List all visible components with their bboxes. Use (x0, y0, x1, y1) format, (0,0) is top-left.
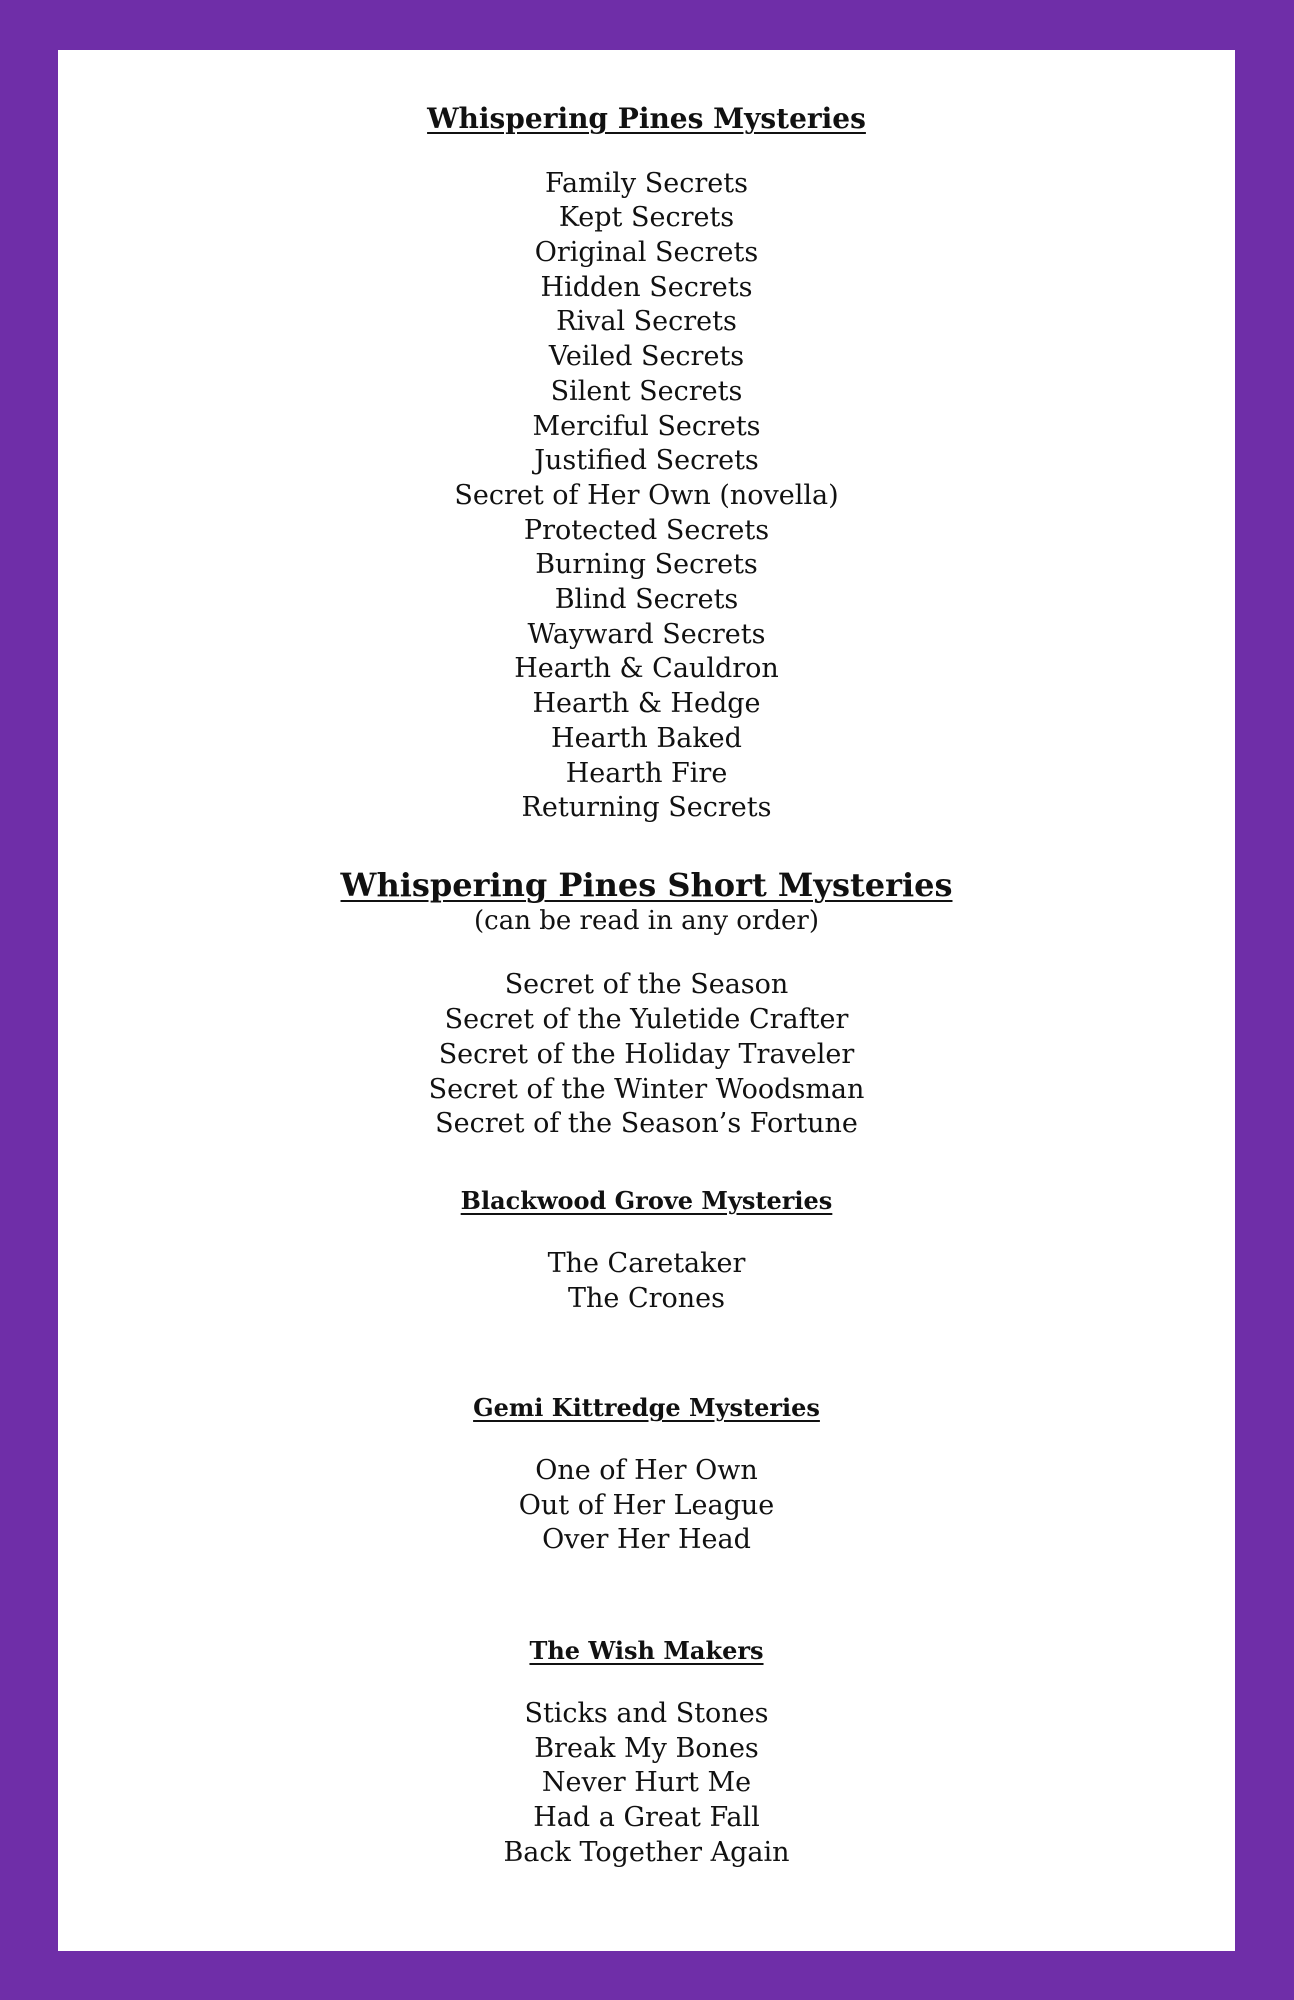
series-title: Whispering Pines Short Mysteries (340, 866, 953, 904)
book-title: Secret of the Season (504, 969, 789, 1001)
book-title: Secret of the Holiday Traveler (438, 1038, 855, 1070)
book-title: Protected Secrets (523, 514, 770, 546)
book-title: Out of Her League (518, 1489, 775, 1521)
book-title: Never Hurt Me (541, 1767, 752, 1799)
book-title: Veiled Secrets (548, 341, 745, 373)
book-title: Justified Secrets (534, 445, 759, 477)
series-the-wish-makers (58, 1637, 1235, 1870)
series-whispering-pines-short-mysteries (58, 866, 1235, 1142)
book-title: The Caretaker (547, 1247, 746, 1279)
book-title: Hearth Fire (565, 757, 728, 789)
series-title: Whispering Pines Mysteries (427, 102, 866, 135)
book-title: Had a Great Fall (533, 1801, 760, 1833)
series-gemi-kittredge-mysteries (58, 1394, 1235, 1558)
book-title: Kept Secrets (558, 202, 735, 234)
book-title: The Crones (567, 1282, 725, 1314)
book-title: Returning Secrets (521, 792, 772, 824)
book-title: Burning Secrets (535, 549, 758, 581)
book-list (58, 968, 1235, 1142)
book-title: Over Her Head (542, 1524, 751, 1556)
book-title: Merciful Secrets (532, 410, 761, 442)
book-title: Rival Secrets (556, 306, 737, 338)
book-list (58, 1454, 1235, 1558)
book-title: Hearth & Hedge (532, 688, 761, 720)
book-list (58, 1697, 1235, 1871)
book-title: Secret of Her Own (novella) (454, 479, 839, 511)
book-title: Wayward Secrets (527, 618, 766, 650)
series-blackwood-grove-mysteries (58, 1187, 1235, 1316)
series-title: Gemi Kittredge Mysteries (473, 1393, 820, 1422)
book-title: Secret of the Season’s Fortune (435, 1108, 858, 1140)
book-title: Family Secrets (545, 167, 748, 199)
book-list (58, 167, 1235, 826)
book-title: Sticks and Stones (524, 1697, 769, 1729)
book-list (58, 1247, 1235, 1316)
book-title: Silent Secrets (550, 375, 743, 407)
book-list-page (58, 50, 1235, 1951)
book-title: Secret of the Winter Woodsman (428, 1073, 865, 1105)
book-title: Hearth Baked (551, 722, 742, 754)
book-title: One of Her Own (535, 1454, 758, 1486)
book-title: Hidden Secrets (540, 271, 753, 303)
series-subtitle: (can be read in any order) (474, 906, 819, 937)
book-title: Back Together Again (503, 1836, 790, 1868)
series-title: The Wish Makers (529, 1636, 764, 1665)
series-title: Blackwood Grove Mysteries (460, 1186, 833, 1215)
book-title: Blind Secrets (554, 584, 739, 616)
book-title: Original Secrets (534, 237, 759, 268)
book-title: Break My Bones (534, 1732, 759, 1764)
book-title: Hearth & Cauldron (514, 653, 779, 685)
book-title: Secret of the Yuletide Crafter (444, 1004, 849, 1036)
series-whispering-pines-mysteries (58, 102, 1235, 826)
